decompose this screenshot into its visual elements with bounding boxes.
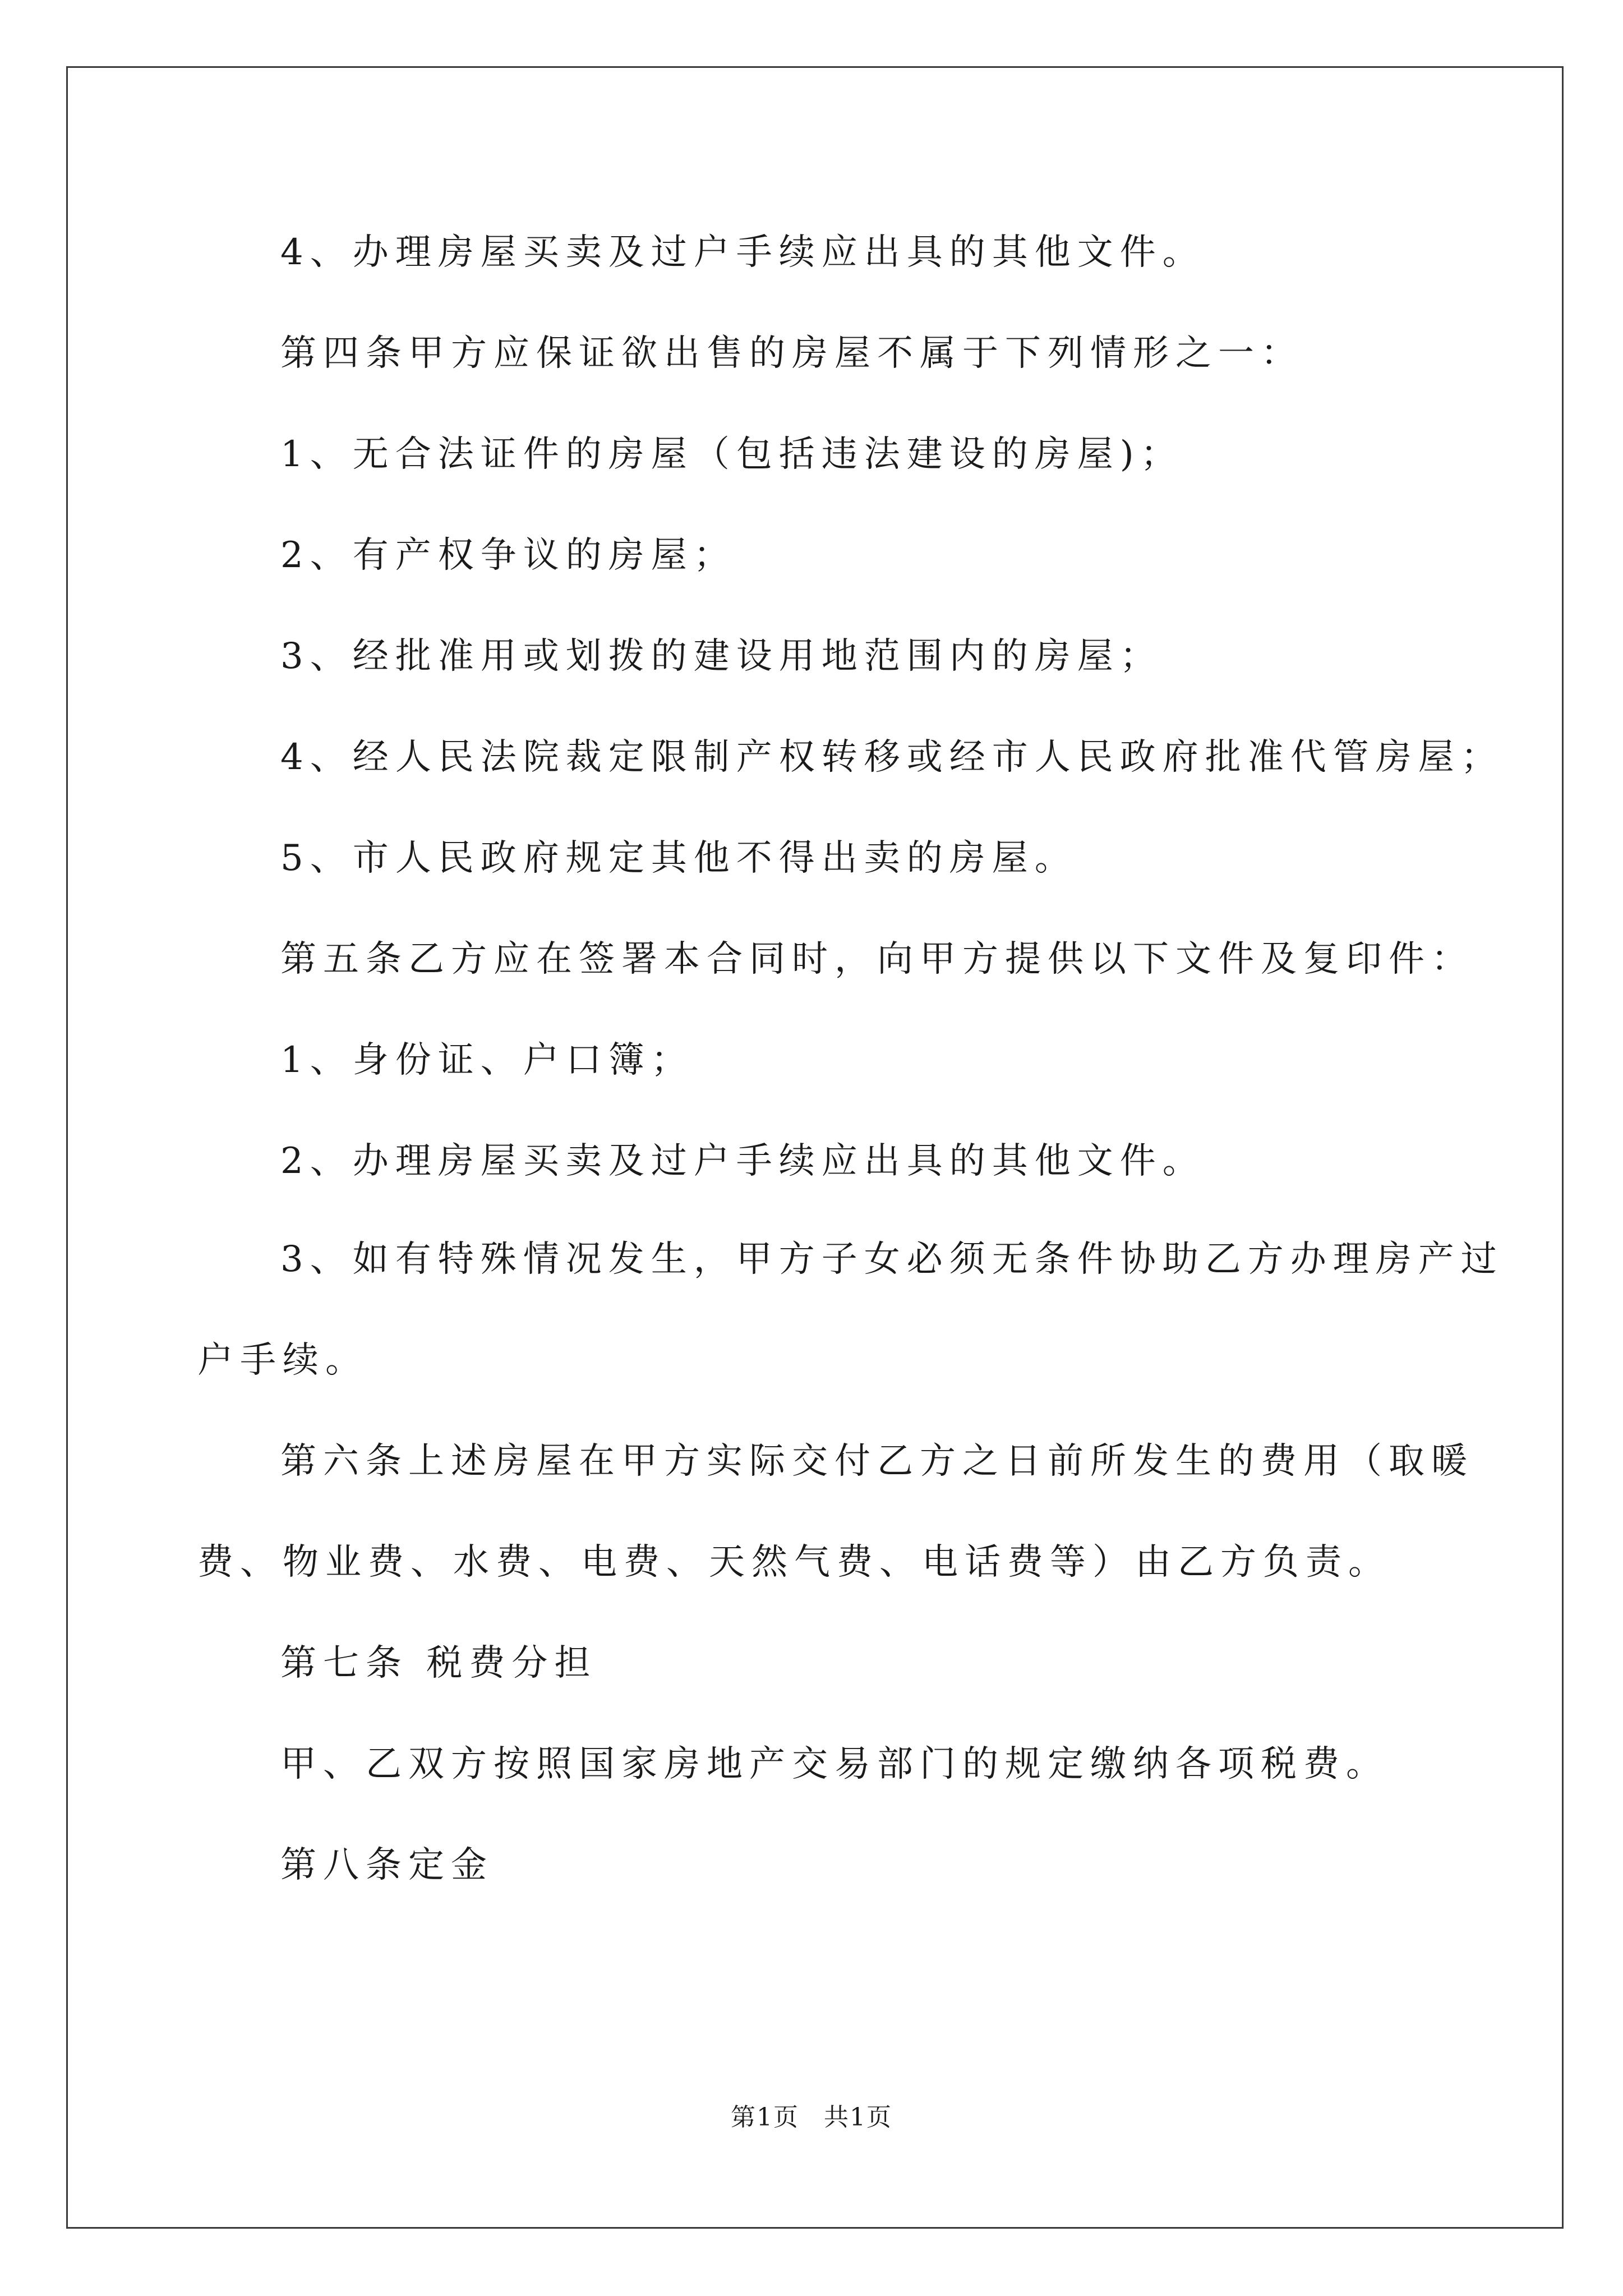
paragraph: 3、经批准用或划拨的建设用地范围内的房屋； xyxy=(280,636,1163,677)
paragraph: 甲、乙双方按照国家房地产交易部门的规定缴纳各项税费。 xyxy=(280,1743,1389,1785)
page-total: 共1页 xyxy=(824,2103,892,2132)
paragraph: 1、无合法证件的房屋（包括违法建设的房屋)； xyxy=(280,434,1183,475)
paragraph: 5、市人民政府规定其他不得出卖的房屋。 xyxy=(280,838,1077,879)
paragraph: 第六条上述房屋在甲方实际交付乙方之日前所发生的费用（取暖 xyxy=(280,1441,1474,1482)
paragraph: 第七条 税费分担 xyxy=(280,1642,597,1684)
paragraph: 2、有产权争议的房屋； xyxy=(280,535,736,576)
paragraph: 4、经人民法院裁定限制产权转移或经市人民政府批准代管房屋； xyxy=(280,737,1504,778)
paragraph: 3、如有特殊情况发生，甲方子女必须无条件协助乙方办理房产过 xyxy=(280,1239,1504,1280)
paragraph: 2、办理房屋买卖及过户手续应出具的其他文件。 xyxy=(280,1140,1205,1182)
paragraph: 第八条定金 xyxy=(280,1844,494,1886)
paragraph: 4、办理房屋买卖及过户手续应出具的其他文件。 xyxy=(280,232,1205,273)
paragraph-continuation: 费、物业费、水费、电费、天然气费、电话费等）由乙方负责。 xyxy=(197,1542,1391,1583)
page-number: 第1页 xyxy=(731,2103,799,2132)
paragraph: 第五条乙方应在签署本合同时，向甲方提供以下文件及复印件： xyxy=(280,938,1474,980)
paragraph: 第四条甲方应保证欲出售的房屋不属于下列情形之一： xyxy=(280,333,1303,374)
paragraph: 1、身份证、户口簿； xyxy=(280,1039,694,1081)
paragraph-continuation: 户手续。 xyxy=(197,1340,368,1381)
page-footer xyxy=(0,2101,1623,2134)
